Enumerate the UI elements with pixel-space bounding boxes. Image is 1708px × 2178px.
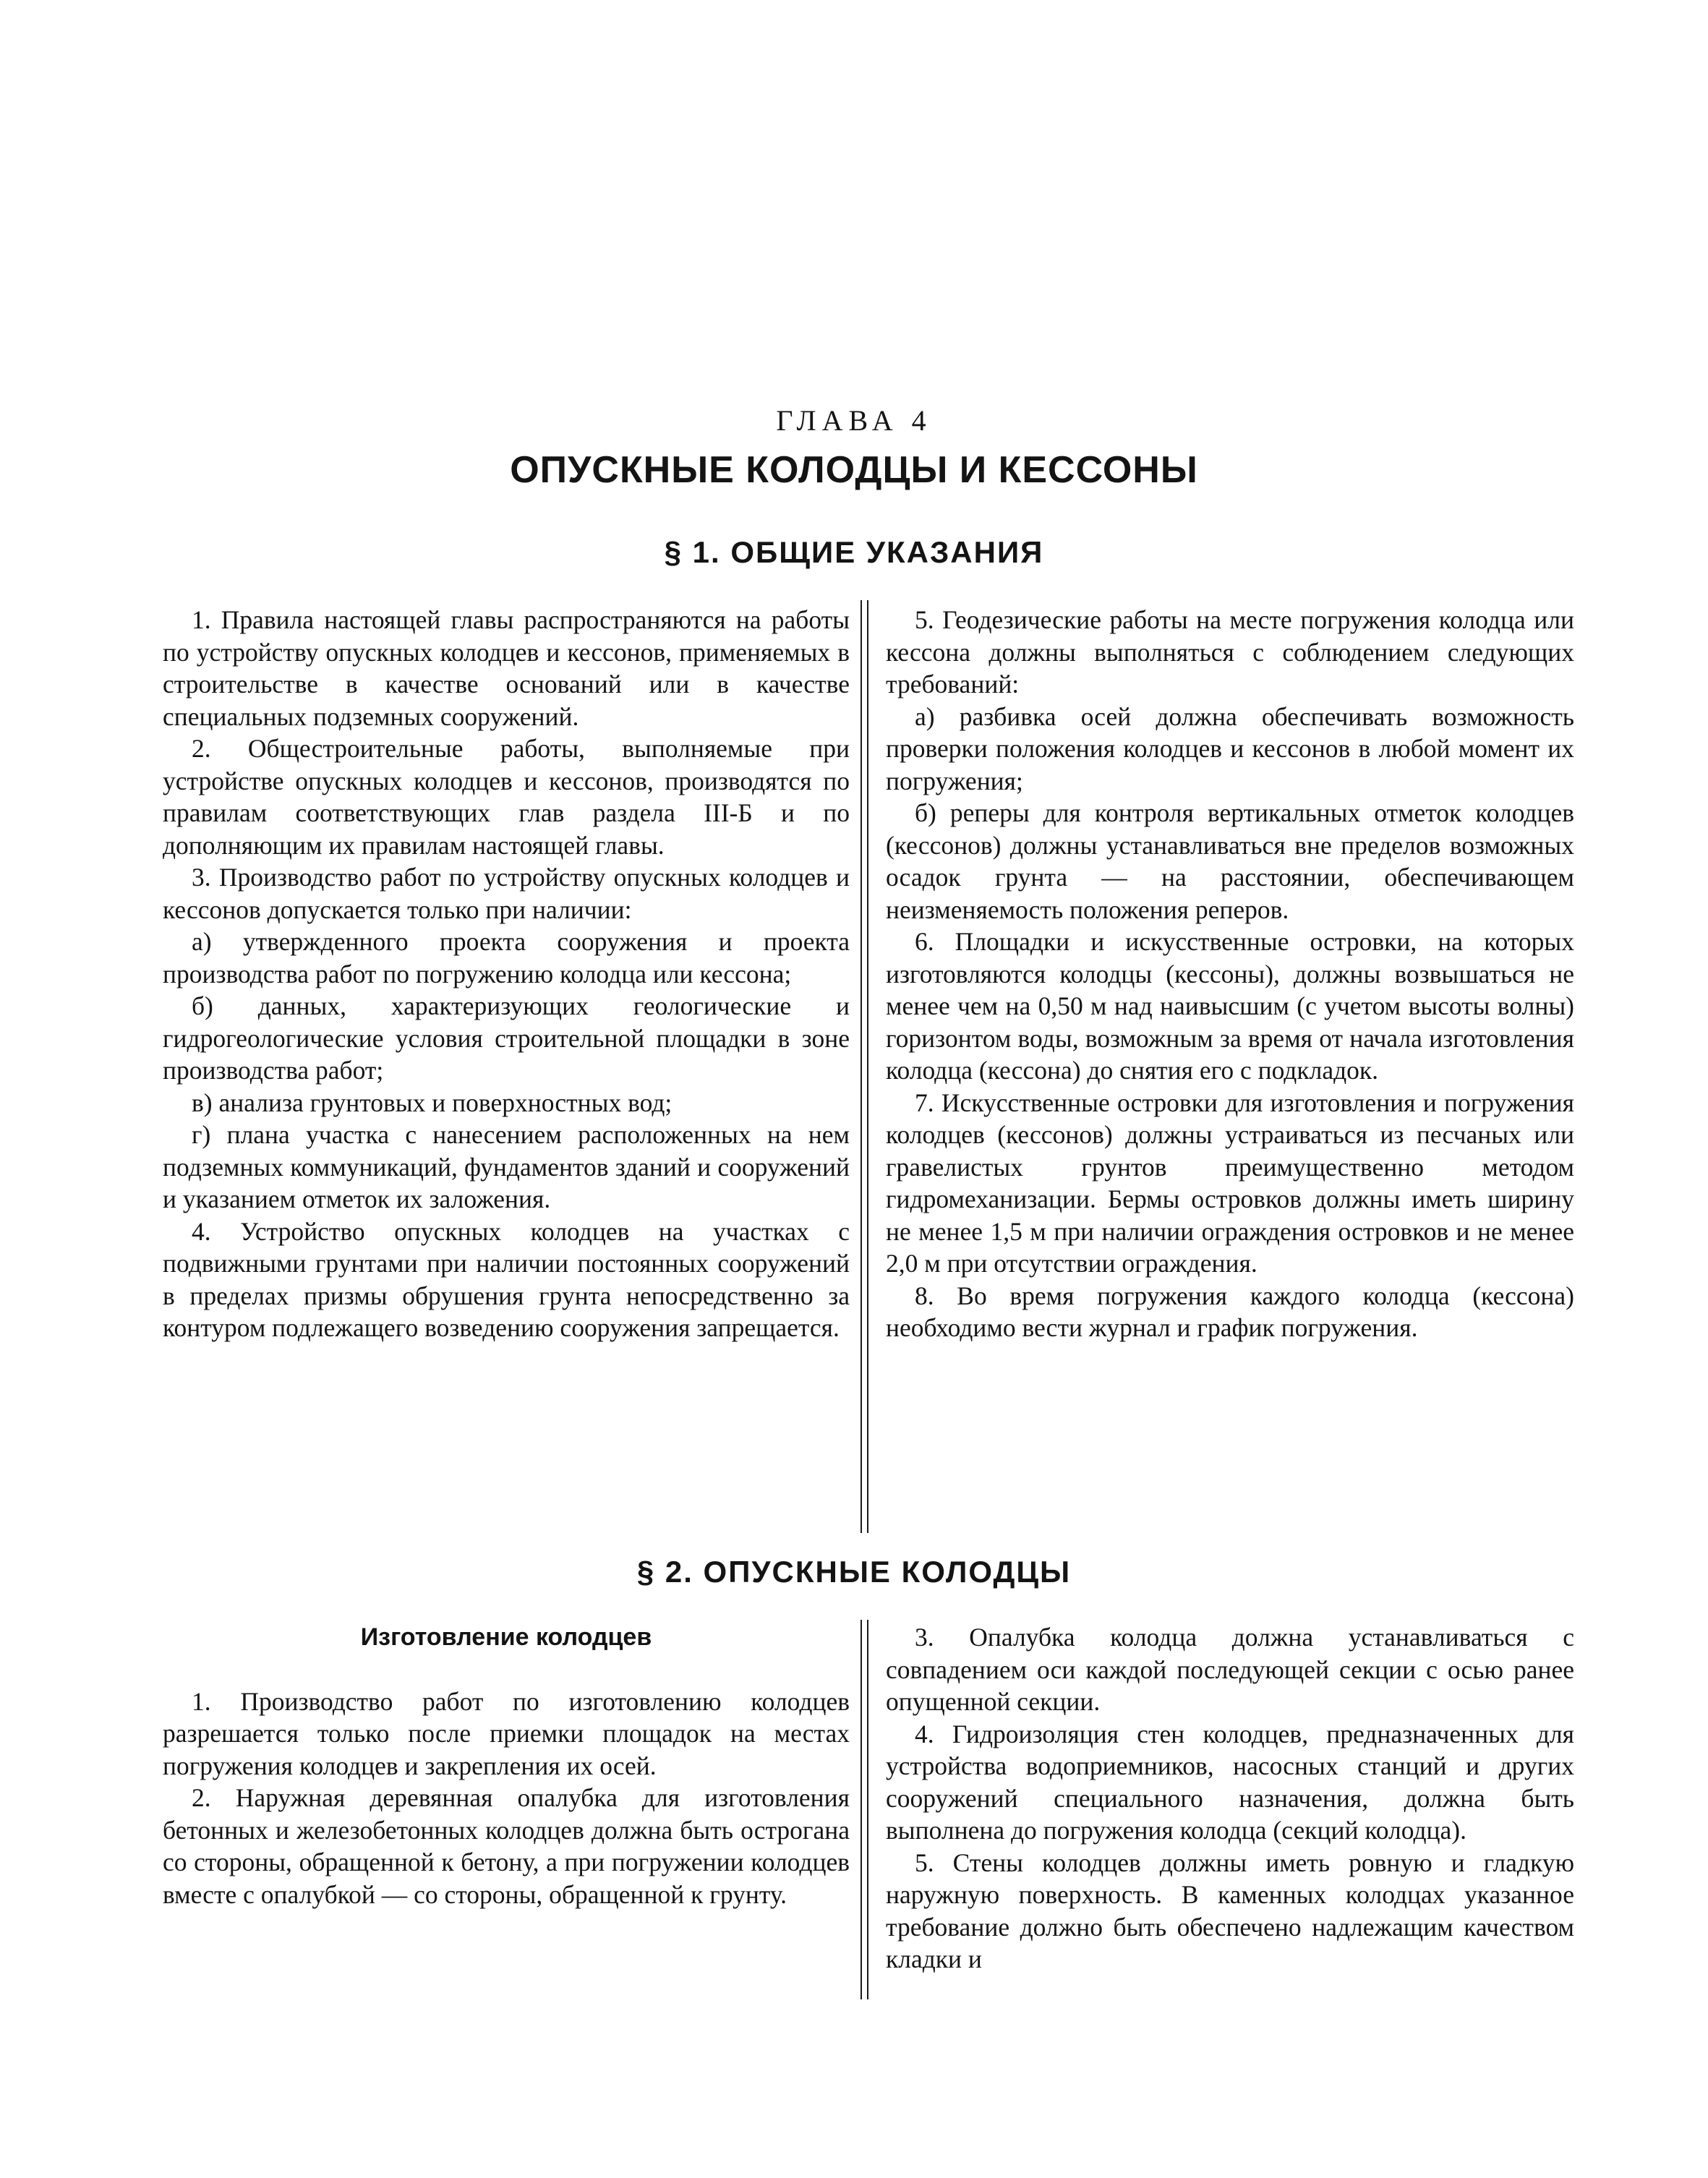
list-item: а) разбивка осей должна обеспечивать возможность проверки положения колодцев и кессонов в любой момент их погружения; xyxy=(886,701,1574,795)
section-2-heading: § 2. ОПУСКНЫЕ КОЛОДЦЫ xyxy=(636,1555,1072,1589)
paragraph: 5. Стены колодцев должны иметь ровную и гладкую наружную поверхность. В каменных колодцах указанное требование должно быть обеспечено надлежащим качеством кладки и xyxy=(886,1848,1574,1973)
section-1-heading: § 1. ОБЩИЕ УКАЗАНИЯ xyxy=(664,535,1044,569)
paragraph: 4. Гидроизоляция стен колодцев, предназначенных для устройства водоприемников, насосных станций и других сооружений специального назначения, должна быть выполнена до погружения колодца (секций колодца). xyxy=(886,1719,1574,1845)
column-divider xyxy=(861,600,868,1533)
list-item: б) реперы для контроля вертикальных отметок колодцев (кессонов) должны устанавливаться вне пределов возможных осадок грунта — на расстоянии, обеспечивающем неизменяемость положения реперов. xyxy=(886,798,1574,924)
paragraph: 1. Производство работ по изготовлению колодцев разрешается только после приемки площадок на местах погружения колодцев и закрепления их осей. xyxy=(163,1686,850,1780)
paragraph: 5. Геодезические работы на месте погружения колодца или кессона должны выполняться с соблюдением следующих требований: xyxy=(886,605,1574,699)
paragraph: 3. Опалубка колодца должна устанавливаться с совпадением оси каждой последующей секции с осью ранее опущенной секции. xyxy=(886,1623,1574,1716)
list-item: в) анализа грунтовых и поверхностных вод; xyxy=(192,1088,672,1117)
section-2-left-column xyxy=(163,1621,850,1910)
section-1-right-column xyxy=(886,604,1574,1344)
paragraph: 2. Наружная деревянная опалубка для изготовления бетонных и железобетонных колодцев должна быть острогана со стороны, обращенной к бетону, а при погружении колодцев вместе с опалубкой — со стороны, обращенной к грунту. xyxy=(163,1783,850,1909)
section-1-left-column xyxy=(163,604,850,1344)
paragraph: 3. Производство работ по устройству опускных колодцев и кессонов допускается только при наличии: xyxy=(163,863,850,924)
paragraph: 8. Во время погружения каждого колодца (кессона) необходимо вести журнал и график погружения. xyxy=(886,1281,1574,1342)
paragraph: 2. Общестроительные работы, выполняемые при устройстве опускных колодцев и кессонов, производятся по правилам соответствующих глав раздела III-Б и по дополняющим их правилам настоящей главы. xyxy=(163,734,850,860)
chapter-label: ГЛАВА 4 xyxy=(776,404,932,437)
paragraph: 1. Правила настоящей главы распространяются на работы по устройству опускных колодцев и кессонов, применяемых в строительстве в качестве оснований или в качестве специальных подземных сооружений. xyxy=(163,605,850,731)
paragraph: 6. Площадки и искусственные островки, на которых изготовляются колодцы (кессоны), должны возвышаться не менее чем на 0,50 м над наивысшим (с учетом высоты волны) горизонтом воды, возможным за время от начала изготовления колодца (кессона) до снятия его с подкладок. xyxy=(886,927,1574,1085)
list-item: б) данных, характеризующих геологические и гидрогеологические условия строительной площадки в зоне производства работ; xyxy=(163,991,850,1085)
chapter-title: ОПУСКНЫЕ КОЛОДЦЫ И КЕССОНЫ xyxy=(510,449,1198,491)
column-divider xyxy=(861,1620,868,1999)
list-item: г) плана участка с нанесением расположенных на нем подземных коммуникаций, фундаментов зданий и сооружений и указанием отметок их заложения. xyxy=(163,1120,850,1213)
paragraph: 4. Устройство опускных колодцев на участках с подвижными грунтами при наличии постоянных сооружений в пределах призмы обрушения грунта непосредственно за контуром подлежащего возведению сооружения запрещается. xyxy=(163,1216,850,1342)
paragraph: 7. Искусственные островки для изготовления и погружения колодцев (кессонов) должны устраиваться из песчаных или гравелистых грунтов преимущественно методом гидромеханизации. Бермы островков должны иметь ширину не менее 1,5 м при наличии ограждения островков и не менее 2,0 м при отсутствии ограждения. xyxy=(886,1088,1574,1278)
subsection-heading: Изготовление колодцев xyxy=(360,1623,652,1651)
section-2-right-column xyxy=(886,1621,1574,1976)
list-item: а) утвержденного проекта сооружения и проекта производства работ по погружению колодца или кессона; xyxy=(163,927,850,988)
